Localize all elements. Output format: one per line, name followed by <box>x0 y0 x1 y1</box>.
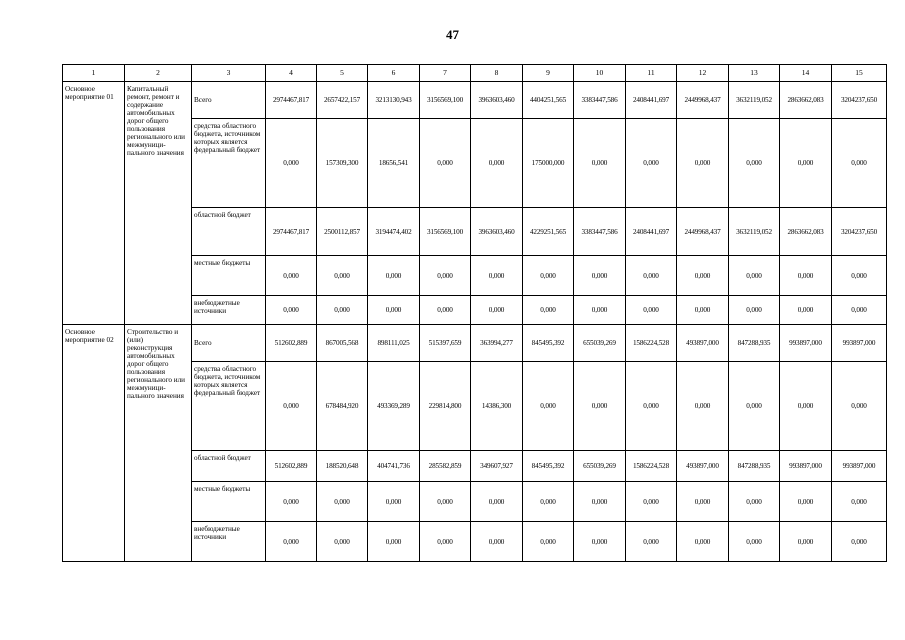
value-cell: 3963603,460 <box>471 82 523 119</box>
value-cell: 0,000 <box>266 296 317 325</box>
column-header: 5 <box>317 65 368 82</box>
value-cell: 898111,025 <box>368 325 420 362</box>
value-cell: 655039,269 <box>574 451 626 482</box>
value-cell: 0,000 <box>317 482 368 522</box>
value-cell: 188520,648 <box>317 451 368 482</box>
table-row <box>63 325 887 362</box>
value-cell: 512602,889 <box>266 325 317 362</box>
value-cell: 2974467,817 <box>266 82 317 119</box>
column-header: 3 <box>192 65 266 82</box>
value-cell: 0,000 <box>420 296 471 325</box>
column-header: 15 <box>832 65 887 82</box>
page-number: 47 <box>446 27 459 42</box>
column-header: 10 <box>574 65 626 82</box>
value-cell: 0,000 <box>574 296 626 325</box>
value-cell: 993897,000 <box>780 325 832 362</box>
value-cell: 993897,000 <box>780 451 832 482</box>
value-cell: 0,000 <box>266 362 317 451</box>
source-cell: внебюджетные источники <box>192 522 266 562</box>
value-cell: 3156569,100 <box>420 208 471 256</box>
value-cell: 0,000 <box>677 482 729 522</box>
value-cell: 845495,392 <box>523 451 574 482</box>
value-cell: 2863662,083 <box>780 208 832 256</box>
value-cell: 2449968,437 <box>677 82 729 119</box>
value-cell: 0,000 <box>780 119 832 208</box>
event-cell: Основное мероприятие 01 <box>63 82 125 325</box>
value-cell: 847288,935 <box>729 451 780 482</box>
value-cell: 0,000 <box>780 296 832 325</box>
value-cell: 0,000 <box>420 119 471 208</box>
value-cell: 349607,927 <box>471 451 523 482</box>
value-cell: 0,000 <box>780 482 832 522</box>
header-row <box>63 65 887 82</box>
value-cell: 1586224,528 <box>626 325 677 362</box>
value-cell: 0,000 <box>626 296 677 325</box>
value-cell: 0,000 <box>626 482 677 522</box>
value-cell: 404741,736 <box>368 451 420 482</box>
value-cell: 4404251,565 <box>523 82 574 119</box>
value-cell: 2974467,817 <box>266 208 317 256</box>
value-cell: 993897,000 <box>832 451 887 482</box>
value-cell: 0,000 <box>420 522 471 562</box>
value-cell: 2449968,437 <box>677 208 729 256</box>
value-cell: 845495,392 <box>523 325 574 362</box>
column-header: 12 <box>677 65 729 82</box>
value-cell: 229814,800 <box>420 362 471 451</box>
value-cell: 363994,277 <box>471 325 523 362</box>
value-cell: 3963603,460 <box>471 208 523 256</box>
value-cell: 0,000 <box>574 522 626 562</box>
value-cell: 2408441,697 <box>626 208 677 256</box>
value-cell: 3156569,100 <box>420 82 471 119</box>
value-cell: 0,000 <box>729 256 780 296</box>
value-cell: 157309,300 <box>317 119 368 208</box>
value-cell: 678484,920 <box>317 362 368 451</box>
description-cell: Строительство и (или) реконструкция автомобильных дорог общего пользования регионального или межмуници-пального значения <box>125 325 192 562</box>
value-cell: 0,000 <box>317 256 368 296</box>
description-cell: Капитальный ремонт, ремонт и содержание автомобильных дорог общего пользования регионального или межмуници-пального значения <box>125 82 192 325</box>
value-cell: 0,000 <box>677 296 729 325</box>
value-cell: 0,000 <box>266 522 317 562</box>
value-cell: 867005,568 <box>317 325 368 362</box>
column-header: 11 <box>626 65 677 82</box>
value-cell: 0,000 <box>574 482 626 522</box>
value-cell: 0,000 <box>677 256 729 296</box>
value-cell: 0,000 <box>832 362 887 451</box>
value-cell: 0,000 <box>523 482 574 522</box>
value-cell: 0,000 <box>832 296 887 325</box>
table-body <box>63 82 887 562</box>
value-cell: 512602,889 <box>266 451 317 482</box>
value-cell: 4229251,565 <box>523 208 574 256</box>
value-cell: 18656,541 <box>368 119 420 208</box>
value-cell: 0,000 <box>368 522 420 562</box>
value-cell: 3194474,402 <box>368 208 420 256</box>
value-cell: 0,000 <box>780 256 832 296</box>
value-cell: 0,000 <box>729 362 780 451</box>
value-cell: 0,000 <box>574 256 626 296</box>
value-cell: 0,000 <box>729 522 780 562</box>
value-cell: 993897,000 <box>832 325 887 362</box>
source-cell: Всего <box>192 325 266 362</box>
value-cell: 0,000 <box>523 256 574 296</box>
value-cell: 3632119,052 <box>729 208 780 256</box>
value-cell: 0,000 <box>574 362 626 451</box>
value-cell: 0,000 <box>677 362 729 451</box>
value-cell: 0,000 <box>677 119 729 208</box>
value-cell: 0,000 <box>626 522 677 562</box>
value-cell: 515397,659 <box>420 325 471 362</box>
source-cell: областной бюджет <box>192 208 266 256</box>
value-cell: 0,000 <box>574 119 626 208</box>
column-header: 9 <box>523 65 574 82</box>
value-cell: 0,000 <box>523 296 574 325</box>
value-cell: 0,000 <box>626 119 677 208</box>
value-cell: 285582,859 <box>420 451 471 482</box>
value-cell: 0,000 <box>729 482 780 522</box>
value-cell: 3213130,943 <box>368 82 420 119</box>
value-cell: 847288,935 <box>729 325 780 362</box>
column-header: 6 <box>368 65 420 82</box>
value-cell: 493369,289 <box>368 362 420 451</box>
value-cell: 0,000 <box>471 482 523 522</box>
value-cell: 0,000 <box>832 482 887 522</box>
value-cell: 0,000 <box>729 296 780 325</box>
value-cell: 0,000 <box>471 522 523 562</box>
value-cell: 175000,000 <box>523 119 574 208</box>
column-header: 2 <box>125 65 192 82</box>
source-cell: местные бюджеты <box>192 482 266 522</box>
source-cell: Всего <box>192 82 266 119</box>
column-header: 4 <box>266 65 317 82</box>
value-cell: 0,000 <box>523 522 574 562</box>
value-cell: 0,000 <box>317 296 368 325</box>
value-cell: 0,000 <box>471 256 523 296</box>
budget-table <box>62 64 887 562</box>
value-cell: 3383447,586 <box>574 208 626 256</box>
value-cell: 493897,000 <box>677 325 729 362</box>
value-cell: 0,000 <box>780 362 832 451</box>
value-cell: 3204237,650 <box>832 208 887 256</box>
value-cell: 14386,300 <box>471 362 523 451</box>
value-cell: 0,000 <box>677 522 729 562</box>
value-cell: 0,000 <box>832 522 887 562</box>
value-cell: 0,000 <box>729 119 780 208</box>
value-cell: 2657422,157 <box>317 82 368 119</box>
value-cell: 0,000 <box>368 482 420 522</box>
value-cell: 0,000 <box>266 482 317 522</box>
value-cell: 0,000 <box>780 522 832 562</box>
value-cell: 0,000 <box>832 256 887 296</box>
table-row <box>63 82 887 119</box>
event-cell: Основное мероприятие 02 <box>63 325 125 562</box>
source-cell: средства областного бюджета, источником которых является федеральный бюджет <box>192 362 266 451</box>
value-cell: 3632119,052 <box>729 82 780 119</box>
column-header: 1 <box>63 65 125 82</box>
value-cell: 493897,000 <box>677 451 729 482</box>
column-header: 14 <box>780 65 832 82</box>
value-cell: 0,000 <box>420 256 471 296</box>
column-header: 7 <box>420 65 471 82</box>
value-cell: 2863662,083 <box>780 82 832 119</box>
value-cell: 2500112,857 <box>317 208 368 256</box>
source-cell: внебюджетные источники <box>192 296 266 325</box>
value-cell: 0,000 <box>368 296 420 325</box>
source-cell: областной бюджет <box>192 451 266 482</box>
value-cell: 0,000 <box>832 119 887 208</box>
source-cell: местные бюджеты <box>192 256 266 296</box>
value-cell: 0,000 <box>471 119 523 208</box>
value-cell: 0,000 <box>368 256 420 296</box>
value-cell: 0,000 <box>523 362 574 451</box>
value-cell: 655039,269 <box>574 325 626 362</box>
value-cell: 0,000 <box>471 296 523 325</box>
column-header: 8 <box>471 65 523 82</box>
value-cell: 0,000 <box>626 362 677 451</box>
value-cell: 3204237,650 <box>832 82 887 119</box>
value-cell: 0,000 <box>317 522 368 562</box>
value-cell: 0,000 <box>626 256 677 296</box>
value-cell: 1586224,528 <box>626 451 677 482</box>
source-cell: средства областного бюджета, источником которых является федеральный бюджет <box>192 119 266 208</box>
value-cell: 3383447,586 <box>574 82 626 119</box>
value-cell: 0,000 <box>266 119 317 208</box>
value-cell: 0,000 <box>266 256 317 296</box>
value-cell: 2408441,697 <box>626 82 677 119</box>
value-cell: 0,000 <box>420 482 471 522</box>
column-header: 13 <box>729 65 780 82</box>
